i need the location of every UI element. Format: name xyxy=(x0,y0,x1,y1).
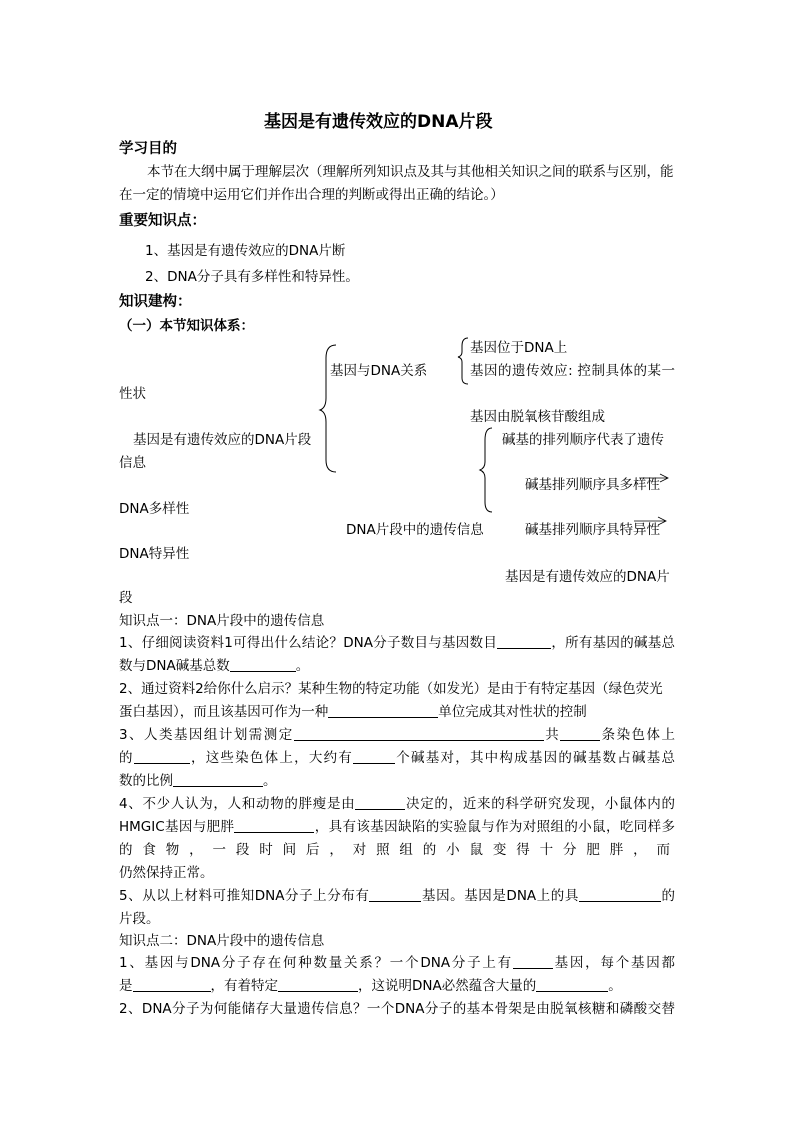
answer-blank[interactable] xyxy=(278,977,358,992)
summary-concept-wrap: 段 xyxy=(119,590,133,606)
kp1-q3-line1: 3、人类基因组计划需测定 共 条染色体上 xyxy=(119,727,675,743)
construction-subheading: （一）本节知识体系： xyxy=(119,318,254,334)
base-sequence-diversity: 碱基排列顺序具多样性 xyxy=(525,477,660,493)
gene-genetic-effect-wrap: 性状 xyxy=(119,386,146,402)
gene-on-dna: 基因位于DNA上 xyxy=(470,340,568,356)
kp1-q2: 2、通过资料2给你什么启示？某种生物的特定功能（如发光）是由于有特定基因（绿色荧光蛋白基因），而且该基因可作为一种 单位完成其对性状的控制 xyxy=(119,681,663,720)
answer-blank[interactable] xyxy=(513,954,553,969)
kp1-q1-line1: 1、仔细阅读资料1可得出什么结论？DNA分子数目与基因数目 ，所有基因的碱基总 xyxy=(119,635,675,651)
kp1-q1-line2: 数与DNA碱基总数 。 xyxy=(119,658,310,674)
answer-blank[interactable] xyxy=(353,749,395,764)
construction-heading: 知识建构： xyxy=(119,294,192,310)
answer-blank[interactable] xyxy=(173,772,263,787)
kp2-q2: 2、DNA分子为何能储存大量遗传信息？一个DNA分子的基本骨架是由脱氧核糖和磷酸交替 xyxy=(119,1001,675,1017)
kp1-q4-line1: 4、不少人认为，人和动物的胖瘦是由 决定的，近来的科学研究发现，小鼠体内的 xyxy=(119,796,676,812)
objectives-text: 本节在大纲中属于理解层次（理解所列知识点及其与其他相关知识之间的联系与区别，能在一定的情境中运用它们并作出合理的判断或得出正确的结论。） xyxy=(119,164,674,203)
answer-blank[interactable] xyxy=(294,726,544,741)
base-sequence-info: 碱基的排列顺序代表了遗传 xyxy=(502,432,664,448)
objectives-heading: 学习目的 xyxy=(119,141,177,157)
kp1-heading: 知识点一：DNA片段中的遗传信息 xyxy=(119,613,325,629)
answer-blank[interactable] xyxy=(234,818,314,833)
key-point-item: 2、DNA分子具有多样性和特异性。 xyxy=(145,269,359,285)
kp1-q4-line4: 仍然保持正常。 xyxy=(119,865,214,881)
base-sequence-specificity: 碱基排列顺序具特异性 xyxy=(525,522,660,538)
dna-diversity: DNA多样性 xyxy=(119,501,190,517)
key-points-heading: 重要知识点： xyxy=(119,213,206,229)
answer-blank[interactable] xyxy=(133,977,211,992)
kp2-heading: 知识点二：DNA片段中的遗传信息 xyxy=(119,933,325,949)
kp1-q3-line2: 的 ，这些染色体上，大约有 个碱基对，其中构成基因的碱基数占碱基总 xyxy=(119,750,675,766)
gene-genetic-effect: 基因的遗传效应: 控制具体的某一 xyxy=(470,363,675,379)
summary-concept: 基因是有遗传效应的DNA片 xyxy=(505,569,670,585)
answer-blank[interactable] xyxy=(536,977,608,992)
kp1-q4-line2: HMGIC基因与肥胖 ，具有该基因缺陷的实验鼠与作为对照组的小鼠，吃同样多 xyxy=(119,819,676,835)
answer-blank[interactable] xyxy=(355,795,405,810)
page-title: 基因是有遗传效应的DNA片段 xyxy=(264,112,493,132)
kp1-q5-line1: 5、从以上材料可推知DNA分子上分布有 基因。基因是DNA上的具 的 xyxy=(119,888,676,904)
answer-blank[interactable] xyxy=(230,657,296,672)
base-sequence-info-wrap: 信息 xyxy=(119,455,146,471)
kp1-q3-line3: 数的比例 。 xyxy=(119,773,277,789)
kp1-q4-line3: 的食物，一段时间后，对照组的小鼠变得十分肥胖，而 xyxy=(119,842,675,858)
answer-blank[interactable] xyxy=(497,634,551,649)
kp2-q1-line2: 是 ，有着特定 ，这说明DNA必然蕴含大量的 。 xyxy=(119,978,622,994)
gene-made-of-nucleotides: 基因由脱氧核苷酸组成 xyxy=(470,409,605,425)
center-concept: 基因是有遗传效应的DNA片段 xyxy=(133,432,312,448)
answer-blank[interactable] xyxy=(579,887,661,902)
answer-blank[interactable] xyxy=(328,703,438,718)
kp1-q5-line2: 片段。 xyxy=(119,911,160,927)
answer-blank[interactable] xyxy=(369,887,421,902)
kp2-q1-line1: 1、基因与DNA分子存在何种数量关系？一个DNA分子上有 基因，每个基因都 xyxy=(119,955,676,971)
key-point-item: 1、基因是有遗传效应的DNA片断 xyxy=(145,243,346,259)
answer-blank[interactable] xyxy=(134,749,190,764)
branch-gene-dna-relation: 基因与DNA关系 xyxy=(330,363,428,379)
dna-specificity: DNA特异性 xyxy=(119,546,190,562)
answer-blank[interactable] xyxy=(560,726,600,741)
branch-dna-genetic-info: DNA片段中的遗传信息 xyxy=(346,522,484,538)
